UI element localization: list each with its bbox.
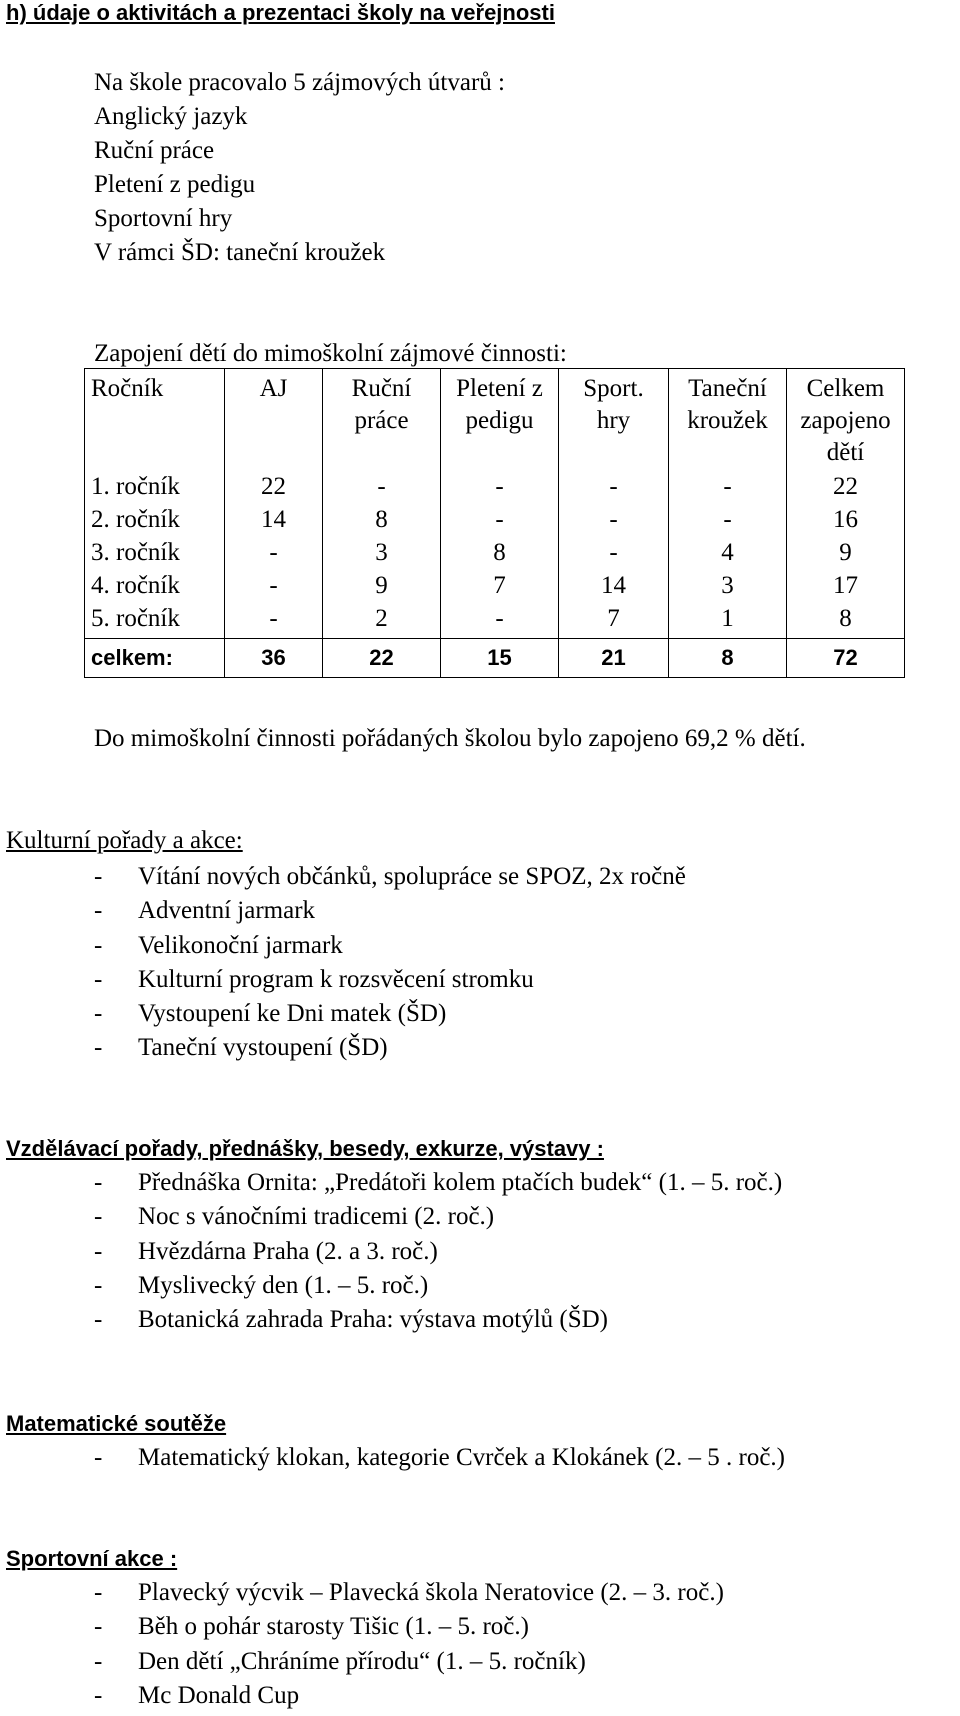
- table-row: [85, 473, 905, 506]
- table-cell: -: [669, 506, 787, 539]
- list-item: - Mc Donald Cup: [94, 1681, 300, 1709]
- list-item: - Adventní jarmark: [94, 897, 316, 925]
- table-row: [85, 572, 905, 605]
- sport-section-title: Sportovní akce :: [6, 1546, 178, 1571]
- table-cell: 15: [441, 639, 559, 678]
- column-header: Ročník: [85, 369, 225, 474]
- column-header: Sport. hry: [559, 369, 669, 474]
- table-cell: 1: [669, 605, 787, 639]
- table-cell: 17: [787, 572, 905, 605]
- table-row: [85, 506, 905, 539]
- list-item: - Botanická zahrada Praha: výstava motýlů (ŠD): [94, 1306, 608, 1334]
- table-cell: celkem:: [85, 639, 225, 678]
- list-item: - Vítání nových občánků, spolupráce se SPOZ, 2x ročně: [94, 863, 686, 890]
- list-item: - Velikonoční jarmark: [94, 931, 343, 959]
- list-item: - Plavecký výcvik – Plavecká škola Neratovice (2. – 3. roč.): [94, 1579, 724, 1606]
- table-cell: -: [225, 572, 323, 605]
- table-cell: 22: [787, 473, 905, 506]
- table-cell: 4. ročník: [85, 572, 225, 605]
- sport-list: [94, 1576, 724, 1713]
- column-header: Ruční práce: [323, 369, 441, 474]
- table-cell: 8: [323, 506, 441, 539]
- list-item: - Myslivecký den (1. – 5. roč.): [94, 1271, 429, 1299]
- table-caption: Zapojení dětí do mimoškolní zájmové činnosti:: [94, 340, 567, 367]
- table-cell: 8: [787, 605, 905, 639]
- table-cell: -: [225, 605, 323, 639]
- table-cell: 22: [323, 639, 441, 678]
- clubs-block: [94, 66, 505, 270]
- club-item: Pletení z pedigu: [94, 171, 256, 198]
- table-cell: -: [669, 473, 787, 506]
- table-cell: -: [559, 473, 669, 506]
- table-cell: 7: [559, 605, 669, 639]
- table-cell: 2. ročník: [85, 506, 225, 539]
- table-cell: 7: [441, 572, 559, 605]
- table-cell: 9: [787, 539, 905, 572]
- table-header-row: [85, 369, 905, 474]
- table-row: [85, 605, 905, 639]
- participation-table: [84, 368, 905, 678]
- table-cell: 3: [669, 572, 787, 605]
- club-item: Ruční práce: [94, 137, 215, 164]
- table-cell: 2: [323, 605, 441, 639]
- list-item: - Den dětí „Chráníme přírodu“ (1. – 5. ročník): [94, 1647, 586, 1675]
- education-list: [94, 1166, 782, 1337]
- table-cell: 22: [225, 473, 323, 506]
- cultural-list: [94, 860, 686, 1066]
- participation-note: Do mimoškolní činnosti pořádaných školou bylo zapojeno 69,2 % dětí.: [94, 725, 806, 752]
- table-cell: 3. ročník: [85, 539, 225, 572]
- table-cell: 14: [225, 506, 323, 539]
- table-cell: 8: [669, 639, 787, 678]
- table-total-row: [85, 639, 905, 678]
- table-cell: -: [441, 605, 559, 639]
- education-section-title: Vzdělávací pořady, přednášky, besedy, exkurze, výstavy :: [6, 1136, 604, 1161]
- table-cell: 4: [669, 539, 787, 572]
- list-item: - Kulturní program k rozsvěcení stromku: [94, 965, 534, 993]
- table-cell: 72: [787, 639, 905, 678]
- math-section-title: Matematické soutěže: [6, 1411, 227, 1436]
- table-cell: 1. ročník: [85, 473, 225, 506]
- club-item: V rámci ŠD: taneční kroužek: [94, 239, 386, 266]
- column-header: Pletení z pedigu: [441, 369, 559, 474]
- table-cell: -: [441, 506, 559, 539]
- list-item: - Matematický klokan, kategorie Cvrček a Klokánek (2. – 5 . roč.): [94, 1444, 785, 1471]
- table-cell: -: [323, 473, 441, 506]
- table-cell: -: [225, 539, 323, 572]
- table-cell: -: [441, 473, 559, 506]
- list-item: - Noc s vánočními tradicemi (2. roč.): [94, 1203, 495, 1231]
- table-cell: -: [559, 506, 669, 539]
- club-item: Sportovní hry: [94, 205, 233, 232]
- table-cell: 3: [323, 539, 441, 572]
- list-item: - Vystoupení ke Dni matek (ŠD): [94, 1000, 447, 1028]
- cultural-section-title: Kulturní pořady a akce:: [6, 827, 243, 854]
- table-cell: -: [559, 539, 669, 572]
- list-item: - Taneční vystoupení (ŠD): [94, 1034, 388, 1062]
- table-cell: 9: [323, 572, 441, 605]
- table-row: [85, 539, 905, 572]
- table-cell: 8: [441, 539, 559, 572]
- list-item: - Hvězdárna Praha (2. a 3. roč.): [94, 1237, 438, 1265]
- table-cell: 5. ročník: [85, 605, 225, 639]
- column-header: Taneční kroužek: [669, 369, 787, 474]
- table-cell: 21: [559, 639, 669, 678]
- math-list: [94, 1441, 785, 1475]
- table-cell: 14: [559, 572, 669, 605]
- clubs-intro: Na škole pracovalo 5 zájmových útvarů :: [94, 69, 505, 96]
- section-heading: h) údaje o aktivitách a prezentaci školy na veřejnosti: [6, 0, 555, 25]
- club-item: Anglický jazyk: [94, 103, 248, 130]
- list-item: - Běh o pohár starosty Tišic (1. – 5. roč.): [94, 1613, 529, 1641]
- list-item: - Přednáška Ornita: „Predátoři kolem ptačích budek“ (1. – 5. roč.): [94, 1169, 783, 1196]
- column-header: Celkem zapojeno dětí: [787, 369, 905, 474]
- table-cell: 16: [787, 506, 905, 539]
- column-header: AJ: [225, 369, 323, 474]
- table-cell: 36: [225, 639, 323, 678]
